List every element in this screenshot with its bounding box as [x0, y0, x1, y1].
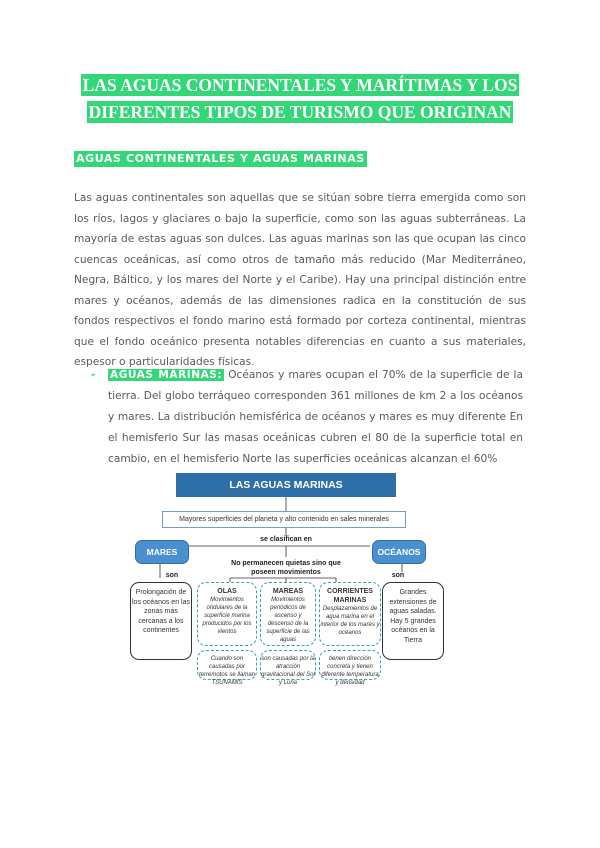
olas-description: Movimientos ondulares de la superficie marina producidos por los vientos — [202, 597, 252, 635]
body-paragraph: Las aguas continentales son aquellas que se sitúan sobre tierra emergida como son los ríos, lagos y glaciares o bajo la superficie, como son las aguas subterráneas. La mayoría de estas aguas son dulces. Las aguas marinas son las que ocupan las cinco cuencas oceánicas, así como otros de tamaño más reducido (Mar Mediterráneo, Negra, Báltico, y los mares del Norte y el Caribe). Hay una principal distinción entre mares y océanos, además de las dimensiones radica en la constitución de sus fondos respectivos el fondo marino está formado por corteza continental, mientras que el fondo oceánico presenta notables diferencias en cuanto a sus materiales, espesor o particularidades físicas. — [74, 192, 526, 368]
oceanos-box: OCÉANOS — [372, 540, 426, 564]
mares-box: MARES — [135, 540, 189, 564]
movement-line-1: No permanecen quietas sino que — [231, 560, 341, 567]
bullet-body — [108, 365, 523, 470]
title-line-1: LAS AGUAS CONTINENTALES Y MARÍTIMAS Y LOS — [82, 75, 518, 95]
olas-extra-box — [197, 650, 257, 686]
oceanos-description: Grandes extensiones de aguas saladas. Hay 5 grandes océanos en la Tierra — [382, 582, 444, 660]
section-heading: AGUAS CONTINENTALES Y AGUAS MARINAS — [76, 152, 365, 165]
son-right-label: son — [388, 572, 408, 579]
movement-caption — [216, 559, 356, 577]
mareas-extra-box — [260, 650, 316, 686]
son-left-label: son — [162, 572, 182, 579]
movement-line-2: poseen movimientos — [251, 569, 321, 576]
title-line-2: DIFERENTES TIPOS DE TURISMO QUE ORIGINAN — [88, 102, 512, 122]
mareas-description: Movimientos periódicos de ascenso y descenso de la superficie de las aguas — [266, 597, 310, 643]
corrientes-box — [319, 582, 381, 646]
bullet-text: Océanos y mares ocupan el 70% de la superficie de la tierra. Del globo terráqueo corresponden 361 millones de km 2 a los océanos y mares. La distribución hemisférica de océanos y mares es muy diferente En el hemisferio Sur las masas oceánicas cubren el 80 de la superficie total en cambio, en el hemisferio Norte las superficies oceánicas alcanzan el 60% — [108, 369, 523, 465]
document-title — [0, 72, 600, 126]
diagram-subtitle-box: Mayores superficies del planeta y alto contenido en sales minerales — [162, 511, 406, 528]
diagram-main-box: LAS AGUAS MARINAS — [176, 473, 396, 497]
diagram-classified-label: se clasifican en — [246, 536, 326, 543]
corrientes-description: Desplazamientos de agua marina en el interior de los mares y océanos — [320, 606, 380, 636]
mareas-extra: son causadas por la atracción gravitacional del Sol y Luna — [261, 656, 315, 686]
mares-description: Prolongación de los océanos en las zonas más cercanas a los continentes — [130, 582, 192, 660]
olas-box — [197, 582, 257, 646]
bullet-aguas-marinas — [91, 365, 523, 470]
corrientes-title: CORRIENTES MARINAS — [327, 588, 373, 604]
bullet-label: AGUAS MARINAS: — [110, 369, 223, 381]
bullet-marker: - — [91, 369, 96, 381]
mareas-title: MAREAS — [272, 588, 304, 595]
mareas-box — [260, 582, 316, 646]
olas-extra: Cuando son causadas por terremotos se llaman TSUNAMIS — [198, 656, 256, 686]
corrientes-extra: tienen dirección concreta y tienen diferente temperatura y densidad — [321, 656, 379, 686]
olas-title: OLAS — [217, 588, 237, 595]
corrientes-extra-box — [319, 650, 381, 686]
concept-map — [120, 470, 452, 686]
